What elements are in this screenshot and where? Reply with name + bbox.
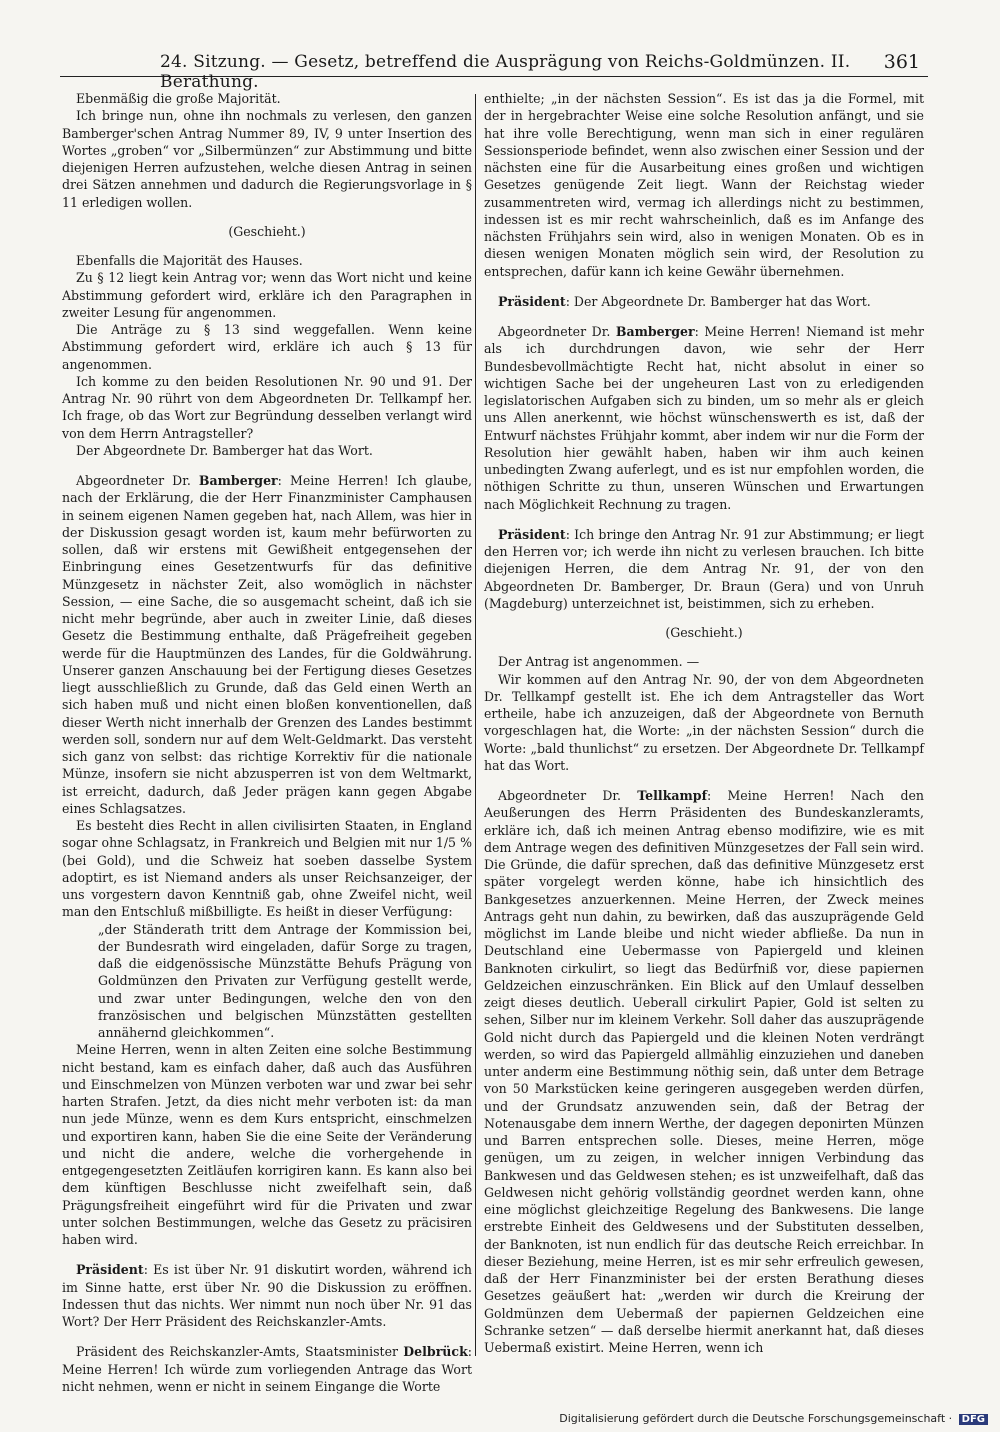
speech-text: : Meine Herren! Nach den Aeußerungen des Herrn Präsidenten des Bundeskanzleramts, erkläre ich, daß ich meinen Antrag ebenso modifizire, wie es mit dem Antrage wegen des definitiven Münzgesetzes der Fall sein wird. Die Gründe, die dafür sprechen, daß das definitive Münzgesetz erst später vorgelegt werden könne, habe ich hinsichtlich des Bankgesetzes anzuerkennen. Meine Herren, der Zweck meines Antrags geht nun dahin, zu bewirken, daß das auszuprägende Geld möglichst im Lande bleibe und nicht wieder abfließe. Da nun in Deutschland eine Uebermasse von Papiergeld und kleinen Banknoten cirkulirt, so liegt das Bedürfniß vor, diese papiernen Geldzeichen einzuschränken. Ein Blick auf den Umlauf desselben zeigt dieses deutlich. Ueberall cirkulirt Papier, Gold ist selten zu sehen, Silber nur im kleinem Verkehr. Soll daher das auszuprägende Gold nicht durch das Papiergeld und die kleinen Noten verdrängt werden, so wird das Papiergeld allmählig einzuziehen und daneben unter anderm eine Bestimmung nöthig sein, daß unter dem Betrage von 50 Markstücken keine geringeren ausgegeben werden dürfen, und der Grundsatz anzuwenden sein, daß der Betrag der Notenausgabe dem innern Werthe, der dagegen deponirten Münzen und Barren entsprechen solle. Dieses, meine Herren, möge genügen, um zu zeigen, in welcher innigen Verbindung das Bankwesen und das Geldwesen stehen; es ist unzweifelhaft, daß das Geldwesen nicht gehörig vollständig geordnet werden kann, ohne eine möglichst gleichzeitige Regelung des Bankwesens. Die lange erstrebte Einheit des Geldwesens und der Substituten desselben, der Banknoten, ist nun endlich für das deutsche Reich erreichbar. In dieser Beziehung, meine Herren, ist es mir sehr erfreulich gewesen, daß der Herr Finanzminister bei der ersten Berathung dieses Gesetzes geäußert hat: „werden wir durch die Kreirung der Goldmünzen dem Uebermaß der papiernen Geldzeichen eine Schranke setzen“ — daß derselbe hiermit anerkannt hat, daß dieses Uebermaß existirt. Meine Herren, wenn ich xyxy=(484,788,924,1355)
column-divider xyxy=(475,94,476,1356)
speech-text: : Meine Herren! Ich glaube, nach der Erklärung, die der Herr Finanzminister Camphausen in seinem eigenen Namen gegeben hat, nach Allem, was hier in der Diskussion gesagt worden ist, kaum mehr befürworten zu sollen, daß wir erstens mit Gewißheit entgegensehen der Einbringung eines Gesetzentwurfs für das definitive Münzgesetz in nächster Zeit, also womöglich in nächster Session, — eine Sache, die so ausgemacht scheint, daß ich sie nicht mehr begründe, aber auch in zweiter Linie, daß dieses Gesetz die Bestimmung enthalte, daß Prägefreiheit gegeben werde für die Hauptmünzen des Landes, für die Goldwährung. Unserer ganzen Anschauung bei der Fertigung dieses Gesetzes liegt ausschließlich zu Grunde, daß das Geld einen Werth an sich haben muß und nicht einen bloßen konventionellen, daß dieser Werth nicht innerhalb der Grenzen des Landes bestimmt werden soll, sondern nur auf dem Welt-Geldmarkt. Das versteht sich ganz von selbst: das richtige Korrektiv für die nationale Münze, insofern sie nicht abzusperren ist von dem Weltmarkt, ist erreicht, dadurch, daß Jeder prägen kann gegen Abgabe eines Schlagsatzes. xyxy=(62,473,473,816)
speaker-name: Bamberger xyxy=(198,473,278,488)
speech-text: : Es ist über Nr. 91 diskutirt worden, während ich im Sinne hatte, erst über Nr. 90 die Diskussion zu eröffnen. Indessen thut das nichts. Wer nimmt nun noch über Nr. 91 das Wort? Der Herr Präsident des Reichskanzler-Amts. xyxy=(62,1262,472,1329)
speaker-prefix: Abgeordneter Dr. xyxy=(498,324,616,339)
paragraph: Meine Herren, wenn in alten Zeiten eine solche Bestimmung nicht bestand, kam es einfach daher, daß auch das Ausführen und Einschmelzen von Münzen verboten war und zwar bei sehr harten Strafen. Jetzt, da dies nicht mehr verboten ist: da man nun jede Münze, wenn es dem Kurs entspricht, einschmelzen und exportiren kann, haben Sie die eine Seite der Veränderung und nicht die andere, welche die vorhergehende in entgegengesetzten Zeitläufen korrigiren kann. Es kann also bei dem künftigen Beschlusse nicht zweifelhaft sein, daß Prägungsfreiheit eingeführt wird für die Privaten und zwar unter solchen Bestimmungen, welche das Gesetz zu präcisiren haben wird. xyxy=(62,1042,472,1247)
speech xyxy=(484,323,924,513)
speaker-prefix: Präsident des Reichskanzler-Amts, Staatsminister xyxy=(76,1344,404,1360)
stage-direction: (Geschieht.) xyxy=(665,625,743,640)
paragraph: Ich komme zu den beiden Resolutionen Nr. 90 und 91. Der Antrag Nr. 90 rührt von dem Abgeordneten Dr. Tellkampf her. Ich frage, ob das Wort zur Begründung desselben verlangt wird von dem Herrn Antragsteller? xyxy=(62,373,472,441)
speaker-prefix: Abgeordneter Dr. xyxy=(498,788,638,803)
left-column xyxy=(62,90,472,1395)
stage-direction: (Geschieht.) xyxy=(228,223,306,239)
speaker-name: Präsident xyxy=(498,526,566,542)
speaker-name: Präsident xyxy=(498,293,566,309)
speaker-name: Präsident xyxy=(76,1262,144,1278)
digitization-credit xyxy=(559,1412,988,1425)
speech xyxy=(484,526,924,612)
speech-text: : Meine Herren! Niemand ist mehr als ich durchdrungen davon, wie sehr der Herr Bundesbevollmächtigte Recht hat, nicht absolut in einer so wichtigen Sache bei der ungeheuren Last von zu erledigenden legislatorischen Aufgaben sich zu binden, um so mehr als er gleich uns Allen anerkennt, wie höchst wünschenswerth es ist, daß der Entwurf nächstes Frühjahr kommt, aber indem wir nur die Form der Resolution hier gewählt haben, haben wir ihm auch keinen unbedingten Zwang auferlegt, und es ist nur empfohlen worden, die nöthigen Schritte zu thun, unseren Wünschen und Erwartungen nach Möglichkeit Rechnung zu tragen. xyxy=(484,324,924,512)
right-column xyxy=(484,90,924,1356)
speech xyxy=(484,787,924,1356)
paragraph: Die Anträge zu § 13 sind weggefallen. Wenn keine Abstimmung gefordert wird, erkläre ich auch § 13 für angenommen. xyxy=(62,322,472,372)
page-number: 361 xyxy=(883,51,920,73)
paragraph: Der Antrag ist angenommen. — xyxy=(498,654,700,670)
paragraph: Zu § 12 liegt kein Antrag vor; wenn das Wort nicht und keine Abstimmung gefordert wird, erkläre ich den Paragraphen in zweiter Lesung für angenommen. xyxy=(62,270,472,320)
speaker-name: Tellkampf xyxy=(637,788,707,803)
speaker-name: Delbrück xyxy=(403,1344,468,1360)
paragraph: Ebenmäßig die große Majorität. xyxy=(76,91,281,106)
paragraph: Ebenfalls die Majorität des Hauses. xyxy=(76,253,303,268)
speech xyxy=(484,293,924,310)
quotation: „der Ständerath tritt dem Antrage der Kommission bei, der Bundesrath wird eingeladen, dafür Sorge zu tragen, daß die eidgenössische Münzstätte Behufs Prägung von Goldmünzen den Privaten zur Verfügung gestellt werde, und zwar unter Bedingungen, welche den von den französischen und belgischen Münzstätten gestellten annähernd gleichkommen“. xyxy=(98,921,472,1040)
speech-text: : Ich bringe den Antrag Nr. 91 zur Abstimmung; er liegt den Herren vor; ich werde ihn nicht zu verlesen brauchen. Ich bitte diejenigen Herren, die dem Antrag Nr. 91, der von den Abgeordneten Dr. Bamberger, Dr. Braun (Gera) und von Unruh (Magdeburg) unterzeichnet ist, beistimmen, sich zu erheben. xyxy=(484,526,924,611)
speech xyxy=(62,1261,472,1330)
paragraph: Es besteht dies Recht in allen civilisirten Staaten, in England sogar ohne Schlagsatz, in Frankreich und Belgien mit nur 1/5 % (bei Gold), und die Schweiz hat soeben dasselbe System adoptirt, es ist Niemand anders als unser Reichsanzeiger, der uns vorgestern davon Kenntniß gab, ohne Zweifel nicht, weil man den Entschluß mißbilligte. Es heißt in dieser Verfügung: xyxy=(62,818,472,920)
paragraph: enthielte; „in der nächsten Session“. Es ist das ja die Formel, mit der in hergebrachter Weise eine solche Resolution anfängt, und sie hat ihre volle Berechtigung, wenn man sich in einer regulären Sessionsperiode befindet, wenn also zwischen einer Session und der nächsten eine für die Ausarbeitung eines großen und wichtigen Gesetzes genügende Zeit liegt. Wann der Reichstag wieder zusammentreten wird, vermag ich allerdings nicht zu bestimmen, indessen ist es mir recht wahrscheinlich, daß es im Anfange des nächsten Frühjahrs sein wird, also in wenigen Monaten. Ob es in diesen wenigen Monaten möglich sein wird, der Resolution zu entsprechen, dafür kann ich keine Gewähr übernehmen. xyxy=(484,91,924,279)
paragraph: Der Abgeordnete Dr. Bamberger hat das Wort. xyxy=(76,442,373,458)
page-header xyxy=(60,50,928,92)
speech-text: : Der Abgeordnete Dr. Bamberger hat das Wort. xyxy=(565,293,871,309)
speech xyxy=(62,472,472,817)
speech-text: : Meine Herren! Ich würde zum vorliegenden Antrage das Wort nicht nehmen, wenn er nicht in seinem Eingange die Worte xyxy=(62,1344,472,1394)
dfg-logo: DFG xyxy=(959,1414,988,1425)
running-title: 24. Sitzung. — Gesetz, betreffend die Ausprägung von Reichs-Goldmünzen. II. Berathung. xyxy=(160,52,851,92)
paragraph: Wir kommen auf den Antrag Nr. 90, der von dem Abgeordneten Dr. Tellkampf gestellt ist. Ehe ich dem Antragsteller das Wort ertheile, habe ich anzuzeigen, daß der Abgeordnete von Bernuth vorgeschlagen hat, die Worte: „in der nächsten Session“ durch die Worte: „bald thunlichst“ zu ersetzen. Der Abgeordnete Dr. Tellkampf hat das Wort. xyxy=(484,671,924,773)
speaker-name: Bamberger xyxy=(615,324,695,339)
paragraph: Ich bringe nun, ohne ihn nochmals zu verlesen, den ganzen Bamberger'schen Antrag Nummer 89, IV, 9 unter Insertion des Wortes „groben“ vor „Silbermünzen“ zur Abstimmung und bitte diejenigen Herren aufzustehen, welche diesen Antrag in seinen drei Sätzen annehmen und dadurch die Regierungsvorlage in § 11 erledigen wollen. xyxy=(62,108,472,210)
speech xyxy=(62,1343,472,1395)
speaker-prefix: Abgeordneter Dr. xyxy=(76,473,199,488)
credit-text: Digitalisierung gefördert durch die Deutsche Forschungsgemeinschaft · xyxy=(559,1412,953,1425)
